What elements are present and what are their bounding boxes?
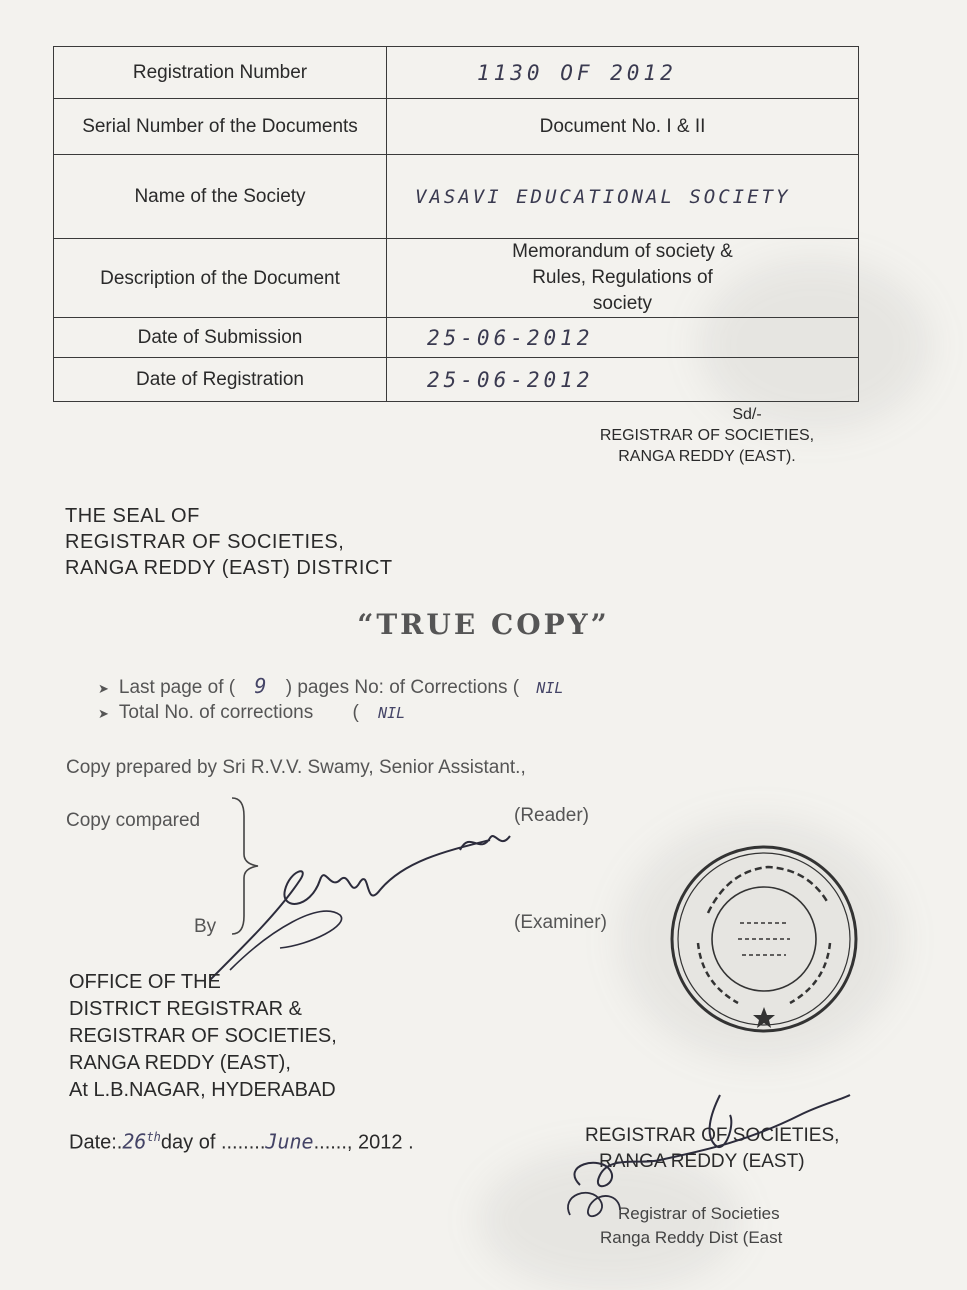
table-row <box>54 155 859 239</box>
description-value: Memorandum of society & Rules, Regulations of society <box>387 239 859 318</box>
table-row <box>54 318 859 358</box>
date-day-handwritten: 26 <box>122 1129 147 1154</box>
registrar-rubber-stamp <box>600 1202 782 1250</box>
sd-mark: Sd/- <box>732 406 762 423</box>
arrow-bullet-icon: ➤ <box>98 681 109 696</box>
true-copy-heading: “TRUE COPY” <box>357 608 610 641</box>
table-row <box>54 239 859 318</box>
copy-prepared-line: Copy prepared by Sri R.V.V. Swamy, Senior Assistant., <box>66 757 526 778</box>
office-line: REGISTRAR OF SOCIETIES, <box>69 1025 337 1047</box>
society-name-value: VASAVI EDUCATIONAL SOCIETY <box>387 155 859 239</box>
bullet-total-corrections: ➤ Total No. of corrections ( NIL <box>98 702 406 723</box>
registration-number-value: 1130 OF 2012 <box>387 47 859 99</box>
seal-text-block <box>65 503 393 581</box>
society-name-label: Name of the Society <box>54 155 387 239</box>
table-row <box>54 358 859 402</box>
office-line: At L.B.NAGAR, HYDERABAD <box>69 1079 336 1101</box>
registrar-title: REGISTRAR OF SOCIETIES, <box>599 427 815 444</box>
date-month-handwritten: June <box>265 1129 314 1154</box>
by-label: By <box>194 916 217 937</box>
serial-number-label: Serial Number of the Documents <box>54 99 387 155</box>
description-label: Description of the Document <box>54 239 387 318</box>
seal-line: RANGA REDDY (EAST) DISTRICT <box>65 557 393 579</box>
registrar-signature-block <box>594 404 820 467</box>
table-row <box>54 47 859 99</box>
stamp-line: Registrar of Societies <box>618 1204 780 1223</box>
registration-date-value: 25-06-2012 <box>387 358 859 402</box>
copy-compared-label: Copy compared <box>66 810 201 831</box>
arrow-bullet-icon: ➤ <box>98 706 109 721</box>
registrar-round-stamp-icon <box>668 843 860 1035</box>
submission-date-value: 25-06-2012 <box>387 318 859 358</box>
registrar-district: RANGA REDDY (EAST) <box>599 1151 805 1172</box>
seal-line: REGISTRAR OF SOCIETIES, <box>65 531 345 553</box>
registration-date-label: Date of Registration <box>54 358 387 402</box>
office-line: DISTRICT REGISTRAR & <box>69 998 302 1020</box>
page-count-handwritten: 9 <box>254 674 267 698</box>
corrections-handwritten: NIL <box>536 679 564 697</box>
registration-table <box>53 46 859 402</box>
total-corrections-handwritten: NIL <box>378 704 406 722</box>
stamp-line: Ranga Reddy Dist (East <box>600 1228 783 1247</box>
office-line: RANGA REDDY (EAST), <box>69 1052 291 1074</box>
table-row <box>54 99 859 155</box>
date-line: Date:.26thday of ........June......, 2012 . <box>69 1129 414 1154</box>
submission-date-label: Date of Submission <box>54 318 387 358</box>
registrar-district: RANGA REDDY (EAST). <box>618 448 796 465</box>
registrar-title: REGISTRAR OF SOCIETIES, <box>585 1125 840 1146</box>
bullet-last-page: ➤ Last page of ( 9 ) pages No: of Corrections ( NIL <box>98 674 564 698</box>
office-address-block <box>69 969 337 1104</box>
office-line: OFFICE OF THE <box>69 971 221 993</box>
registration-number-label: Registration Number <box>54 47 387 99</box>
serial-number-value: Document No. I & II <box>387 99 859 155</box>
examiner-label: (Examiner) <box>514 912 607 933</box>
seal-line: THE SEAL OF <box>65 505 200 527</box>
reader-label: (Reader) <box>514 805 589 826</box>
